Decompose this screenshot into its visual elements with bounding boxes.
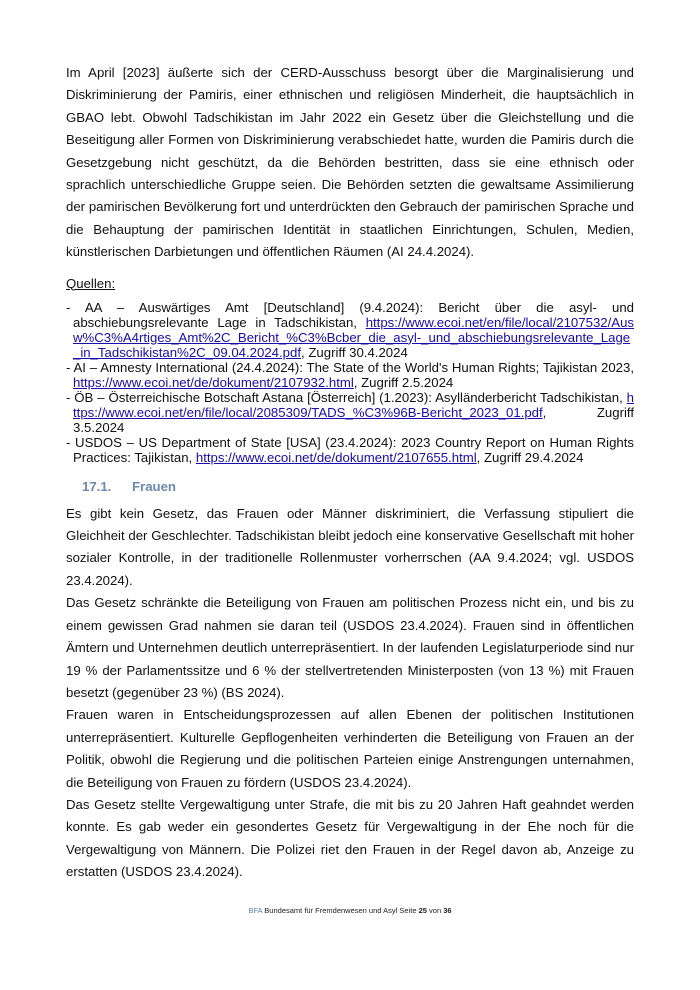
intro-paragraph: Im April [2023] äußerte sich der CERD-Ausschuss besorgt über die Marginalisierung und Diskriminierung der Pamiris, einer ethnischen und religiösen Minderheit, die hauptsächlich in GBAO lebt. Obwohl Tadschikistan im Jahr 2022 ein Gesetz über die Gleichstellung und die Beseitigung aller Formen von Diskriminierung verabschiedet hatte, wurden die Pamiris durch die Gesetzgebung nicht geschützt, da die Behörden bestritten, dass sie eine ethnisch oder sprachlich unterschiedliche Gruppe seien. Die Behörden setzten die gewaltsame Assimilierung der pamirischen Bevölkerung fort und unterdrückten den Gebrauch der pamirischen Sprache und die Behauptung der pamirischen Identität in staatlichen Einrichtungen, Schulen, Medien, künstlerischen Darbietungen und öffentlichen Räumen (AI 24.4.2024).: [66, 65, 634, 260]
footer-of-label: von: [429, 906, 442, 915]
source-text: - USDOS – US Department of State [USA] (23.4.2024): 2023 Country Report on Human Rights Practices: Tajikistan,: [66, 434, 634, 465]
source-access: , Zugriff 30.4.2024: [301, 344, 408, 360]
bfa-logo: BFA: [248, 906, 263, 915]
source-item: [66, 390, 634, 435]
footer-page-label: Seite: [399, 906, 417, 915]
body-paragraph: Es gibt kein Gesetz, das Frauen oder Männer diskriminiert, die Verfassung stipuliert die Gleichheit der Geschlechter. Tadschikistan bleibt jedoch eine konservative Gesellschaft mit hoher sozialer Kontrolle, in der traditionelle Rollenmuster vorherrschen (AA 9.4.2024; vgl. USDOS 23.4.2024).: [66, 505, 634, 588]
source-link[interactable]: https://www.ecoi.net/en/file/local/2107532/Ausw%C3%A4rtiges_Amt%2C_Bericht_%C3%Bcber_die_asyl-_und_abschiebungsrelevante_Lage_in_Tadschikistan%2C_09.04.2024.pdf: [73, 314, 634, 360]
sources-list: [66, 300, 634, 465]
source-access: , Zugriff 2.5.2024: [353, 374, 454, 390]
source-access: , Zugriff 3.5.2024: [73, 404, 634, 435]
body-paragraph: Das Gesetz stellte Vergewaltigung unter Strafe, die mit bis zu 20 Jahren Haft geahndet werden konnte. Es gab weder ein gesondertes Gesetz für Vergewaltigung in der Ehe noch für die Vergewaltigung von Männern. Die Polizei riet den Frauen in der Regel davon ab, Anzeige zu erstatten (USDOS 23.4.2024).: [66, 796, 634, 880]
sources-heading: Quellen:: [66, 275, 116, 291]
page-number: 25: [418, 906, 427, 915]
source-access: , Zugriff 29.4.2024: [476, 449, 584, 465]
source-item: [66, 300, 634, 360]
source-item: [66, 360, 634, 390]
source-link[interactable]: https://www.ecoi.net/de/dokument/2107932.html: [73, 374, 354, 390]
source-text: - AA – Auswärtiges Amt [Deutschland] (9.4.2024): Bericht über die asyl- und abschiebungsrelevante Lage in Tadschikistan,: [66, 299, 634, 330]
document-page: [66, 62, 634, 884]
source-text: - ÖB – Österreichische Botschaft Astana [Österreich] (1.2023): Asylländerbericht Tadschikistan,: [66, 389, 627, 405]
source-link[interactable]: https://www.ecoi.net/en/file/local/2085309/TADS_%C3%96B-Bericht_2023_01.pdf: [73, 389, 634, 420]
body-paragraph: Frauen waren in Entscheidungsprozessen auf allen Ebenen der politischen Institutionen unterrepräsentiert. Kulturelle Gepflogenheiten verhinderten die Beteiligung von Frauen an der Politik, obwohl die Regierung und die politischen Parteien einige Anstrengungen unternahmen, die Beteiligung von Frauen zu fördern (USDOS 23.4.2024).: [66, 707, 634, 790]
footer-org: Bundesamt für Fremdenwesen und Asyl: [264, 906, 398, 915]
section-number: 17.1.: [82, 478, 112, 494]
source-item: [66, 435, 634, 465]
page-total: 36: [443, 906, 452, 915]
body-paragraph: Das Gesetz schränkte die Beteiligung von Frauen am politischen Prozess nicht ein, und bis zu einem gewissen Grad nahmen sie daran teil (USDOS 23.4.2024). Frauen sind in öffentlichen Ämtern und Unternehmen deutlich unterrepräsentiert. In der laufenden Legislaturperiode sind nur 19 % der Parlamentssitze und 6 % der stellvertretenden Ministerposten (von 13 %) mit Frauen besetzt (gegenüber 23 %) (BS 2024).: [66, 595, 634, 700]
source-link[interactable]: https://www.ecoi.net/de/dokument/2107655.html: [195, 449, 477, 465]
section-heading: [82, 479, 634, 495]
page-footer: [0, 906, 700, 915]
section-title: Frauen: [132, 478, 176, 494]
source-text: - AI – Amnesty International (24.4.2024): The State of the World's Human Rights; Tajikistan 2023,: [66, 359, 634, 375]
